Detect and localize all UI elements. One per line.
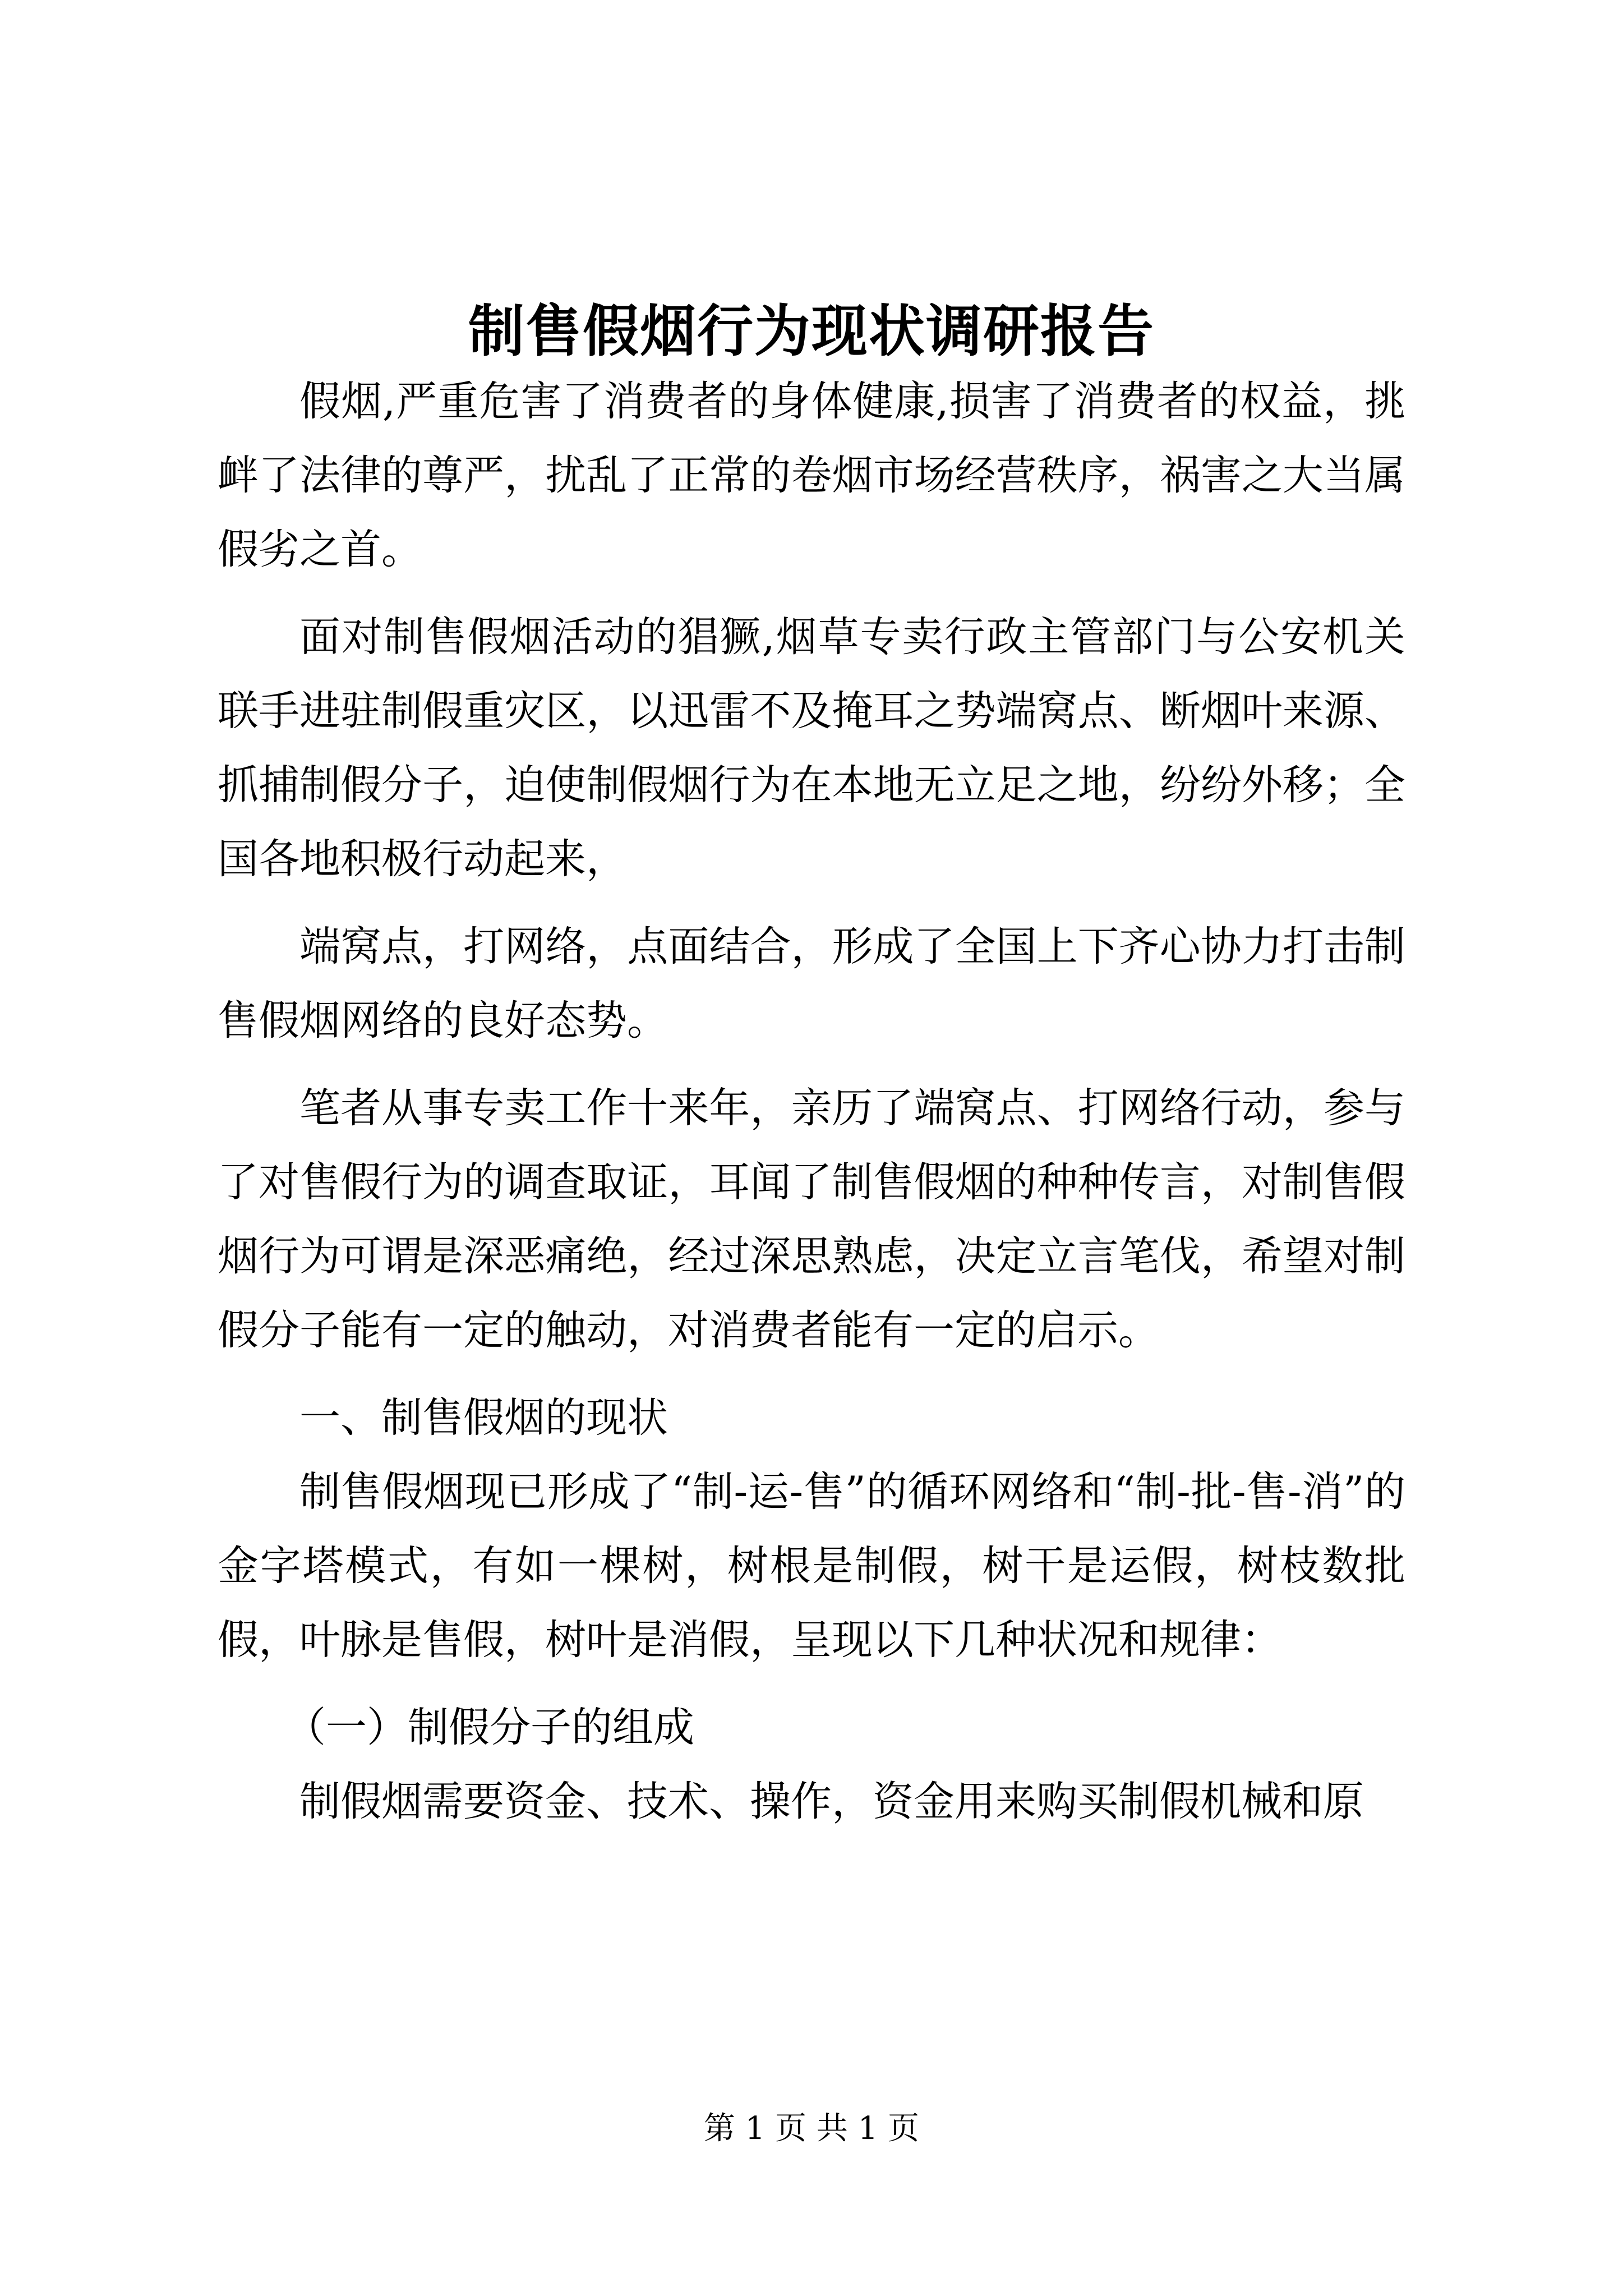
paragraph-3: 端窝点，打网络，点面结合，形成了全国上下齐心协力打击制售假烟网络的良好态势。 [218, 923, 1405, 1045]
section-1-paragraph: 制售假烟现已形成了“制-运-售”的循环网络和“制-批-售-消”的金字塔模式，有如一棵树，树根是制假，树干是运假，树枝数批假，叶脉是售假，树叶是消假，呈现以下几种状况和规律： [218, 1468, 1405, 1664]
page-footer: 第 1 页 共 1 页 [703, 2110, 920, 2147]
document-body [218, 365, 1405, 1839]
subsection-1-paragraph: 制假烟需要资金、技术、操作，资金用来购买制假机械和原 [299, 1778, 1364, 1825]
paragraph-4: 笔者从事专卖工作十来年，亲历了端窝点、打网络行动，参与了对售假行为的调查取证，耳闻了制售假烟的种种传言，对制售假烟行为可谓是深恶痛绝，经过深思熟虑，决定立言笔伐，希望对制假分子能有一定的触动，对消费者能有一定的启示。 [218, 1084, 1405, 1354]
section-1-heading: 一、制售假烟的现状 [299, 1394, 668, 1442]
paragraph-1: 假烟,严重危害了消费者的身体健康,损害了消费者的权益，挑衅了法律的尊严，扰乱了正常的卷烟市场经营秩序，祸害之大当属假劣之首。 [218, 378, 1405, 573]
document-title: 制售假烟行为现状调研报告 [468, 298, 1155, 364]
subsection-1-heading: （一）制假分子的组成 [285, 1704, 694, 1751]
paragraph-2: 面对制售假烟活动的猖獗,烟草专卖行政主管部门与公安机关联手进驻制假重灾区，以迅雷不及掩耳之势端窝点、断烟叶来源、抓捕制假分子，迫使制假烟行为在本地无立足之地，纷纷外移；全国各地积极行动起来， [218, 613, 1405, 883]
